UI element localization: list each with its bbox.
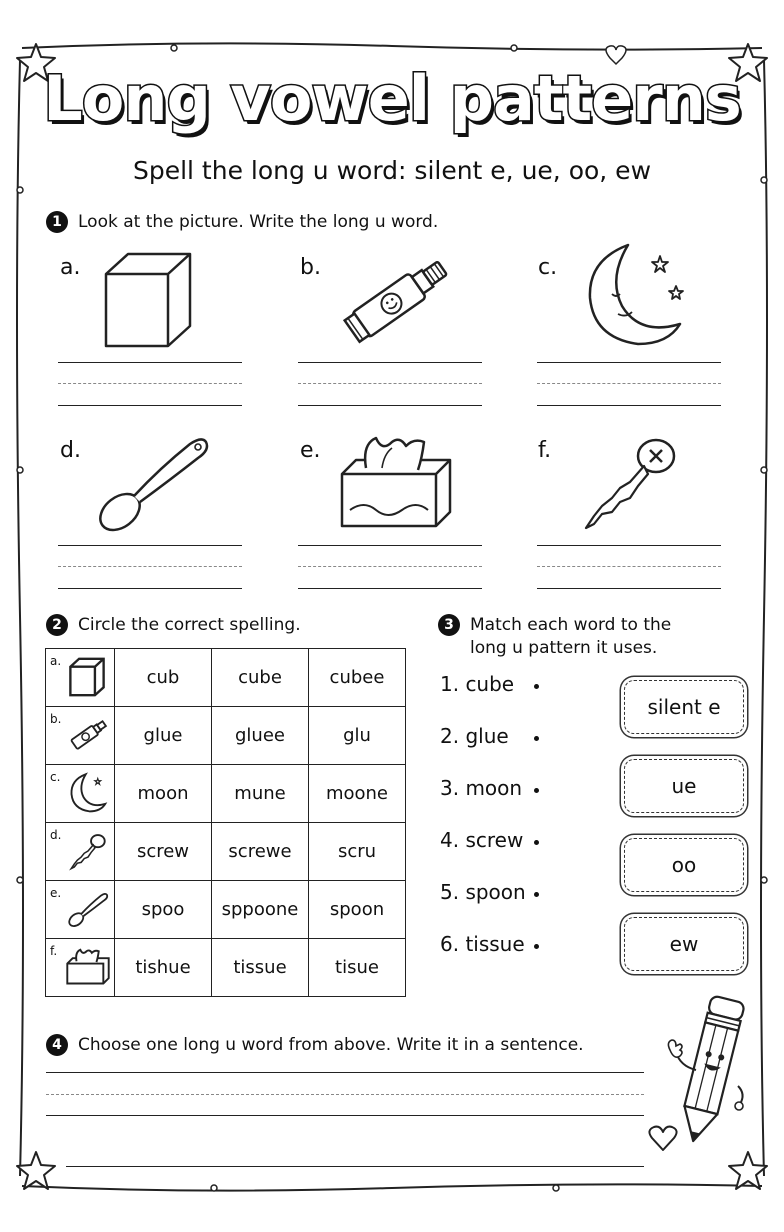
instruction-line: Match each word to the	[470, 615, 672, 635]
spelling-option[interactable]: mune	[212, 765, 309, 823]
writing-line[interactable]	[298, 405, 482, 406]
match-word: 4. screw	[440, 828, 524, 852]
table-row	[46, 823, 406, 881]
item-letter: c.	[538, 255, 558, 280]
spelling-option[interactable]: cube	[212, 649, 309, 707]
row-letter: b.	[50, 712, 62, 726]
item-letter: a.	[60, 255, 81, 280]
match-dot[interactable]	[534, 892, 539, 897]
row-letter: a.	[50, 654, 62, 668]
spelling-option[interactable]: cub	[115, 649, 212, 707]
writing-line[interactable]	[537, 405, 721, 406]
tissue-box-icon	[336, 434, 456, 532]
section-4-instruction: Choose one long u word from above. Write it in a sentence.	[78, 1035, 584, 1055]
row-letter: c.	[50, 770, 61, 784]
page-title: Long vowel patterns	[43, 62, 741, 135]
pattern-box[interactable]: oo	[624, 838, 744, 892]
table-row	[46, 707, 406, 765]
moon-icon	[67, 772, 109, 814]
spelling-table	[45, 648, 406, 997]
match-word: 2. glue	[440, 724, 509, 748]
section-1-instruction: Look at the picture. Write the long u word.	[78, 212, 439, 232]
star-icon	[14, 1150, 58, 1192]
section-3-instruction	[470, 614, 671, 660]
picture-cell	[46, 765, 115, 823]
spelling-option[interactable]: spoon	[309, 881, 406, 939]
picture-cell	[46, 939, 115, 997]
spelling-option[interactable]: tishue	[115, 939, 212, 997]
match-dot[interactable]	[534, 788, 539, 793]
row-letter: f.	[50, 944, 58, 958]
writing-line[interactable]	[298, 545, 482, 546]
writing-guide-line	[298, 383, 482, 384]
section-number: 1	[46, 211, 68, 233]
spelling-option[interactable]: tissue	[212, 939, 309, 997]
table-row	[46, 881, 406, 939]
picture-cell	[46, 881, 115, 939]
writing-guide-line	[58, 383, 242, 384]
match-word: 5. spoon	[440, 880, 526, 904]
item-letter: b.	[300, 255, 321, 280]
writing-line[interactable]	[46, 1115, 644, 1116]
picture-cell	[46, 649, 115, 707]
spelling-option[interactable]: sppoone	[212, 881, 309, 939]
writing-line[interactable]	[537, 362, 721, 363]
screw-icon	[69, 831, 107, 871]
spelling-option[interactable]: gluee	[212, 707, 309, 765]
item-letter: d.	[60, 438, 81, 463]
match-dot[interactable]	[534, 736, 539, 741]
writing-line[interactable]	[58, 405, 242, 406]
match-dot[interactable]	[534, 684, 539, 689]
tissue-box-icon	[65, 948, 111, 986]
table-row	[46, 649, 406, 707]
screw-icon	[580, 430, 680, 534]
writing-line[interactable]	[298, 588, 482, 589]
match-dot[interactable]	[534, 944, 539, 949]
cube-icon	[68, 657, 106, 697]
spelling-option[interactable]: spoo	[115, 881, 212, 939]
section-number: 4	[46, 1034, 68, 1056]
instruction-line: long u pattern it uses.	[470, 638, 658, 658]
writing-line[interactable]	[537, 588, 721, 589]
item-letter: e.	[300, 438, 321, 463]
writing-line[interactable]	[46, 1072, 644, 1073]
pattern-box[interactable]: ew	[624, 917, 744, 971]
section-number: 3	[438, 614, 460, 636]
writing-line[interactable]	[537, 545, 721, 546]
section-3-heading	[438, 614, 671, 660]
section-4-heading	[46, 1034, 584, 1057]
picture-cell	[46, 823, 115, 881]
section-number: 2	[46, 614, 68, 636]
row-letter: e.	[50, 886, 62, 900]
moon-icon	[578, 240, 690, 350]
spelling-option[interactable]: moone	[309, 765, 406, 823]
section-1-heading	[46, 211, 438, 234]
spelling-option[interactable]: scru	[309, 823, 406, 881]
writing-line[interactable]	[58, 362, 242, 363]
spoon-icon	[94, 430, 212, 534]
match-dot[interactable]	[534, 840, 539, 845]
spelling-option[interactable]: cubee	[309, 649, 406, 707]
pattern-box[interactable]: silent e	[624, 680, 744, 734]
writing-guide-line	[298, 566, 482, 567]
writing-guide-line	[537, 566, 721, 567]
pattern-box[interactable]: ue	[624, 759, 744, 813]
match-word: 3. moon	[440, 776, 523, 800]
page-subtitle: Spell the long u word: silent e, ue, oo, ew	[132, 156, 652, 185]
row-letter: d.	[50, 828, 62, 842]
glue-tube-icon	[338, 246, 458, 352]
writing-line[interactable]	[66, 1166, 644, 1167]
section-2-heading	[46, 614, 301, 637]
spelling-option[interactable]: moon	[115, 765, 212, 823]
heart-icon	[648, 1124, 678, 1152]
writing-line[interactable]	[58, 545, 242, 546]
writing-line[interactable]	[58, 588, 242, 589]
writing-guide-line	[46, 1094, 644, 1095]
writing-guide-line	[58, 566, 242, 567]
writing-guide-line	[537, 383, 721, 384]
table-row	[46, 765, 406, 823]
item-letter: f.	[538, 438, 552, 463]
spoon-icon	[67, 890, 109, 928]
match-word: 6. tissue	[440, 932, 525, 956]
glue-tube-icon	[66, 715, 110, 755]
match-word: 1. cube	[440, 672, 515, 696]
spelling-option[interactable]: screwe	[212, 823, 309, 881]
picture-cell	[46, 707, 115, 765]
spelling-option[interactable]: glue	[115, 707, 212, 765]
spelling-option[interactable]: tisue	[309, 939, 406, 997]
table-row	[46, 939, 406, 997]
section-2-instruction: Circle the correct spelling.	[78, 615, 301, 635]
cube-icon	[100, 250, 196, 350]
spelling-option[interactable]: screw	[115, 823, 212, 881]
spelling-option[interactable]: glu	[309, 707, 406, 765]
writing-line[interactable]	[298, 362, 482, 363]
